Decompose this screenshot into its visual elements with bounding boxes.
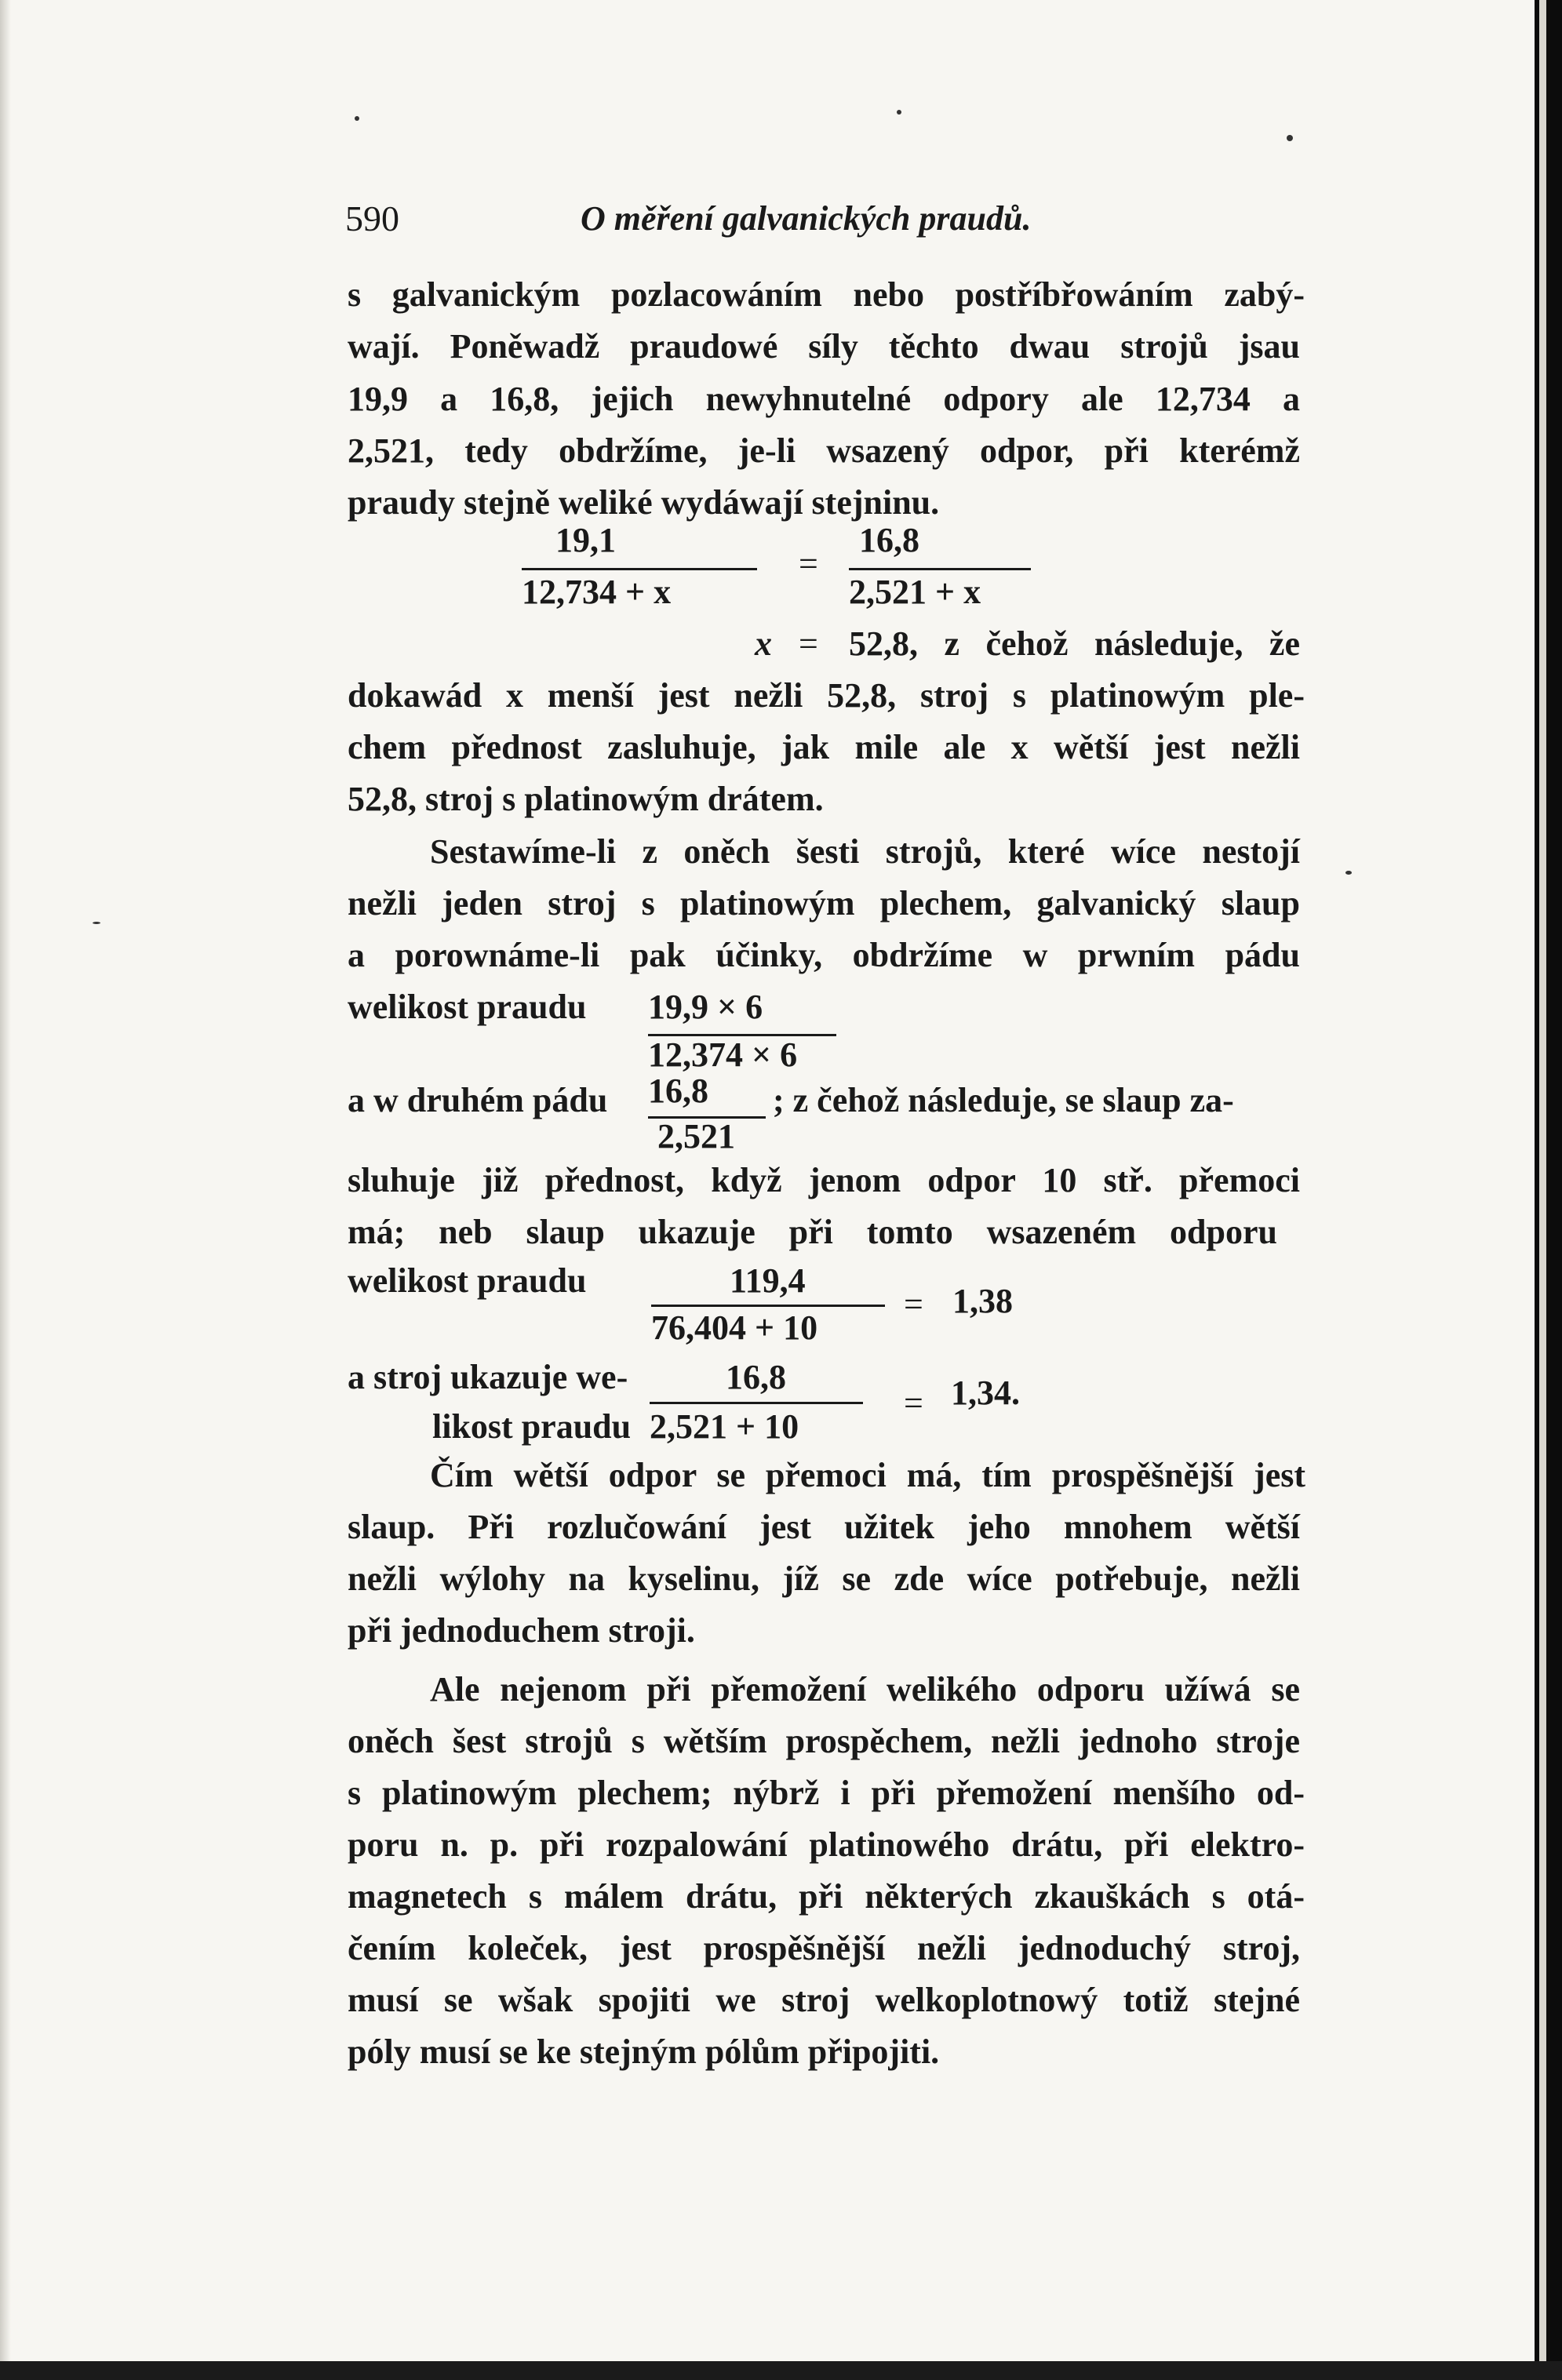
- text-line: 52,8, stroj s platinowým drátem.: [348, 780, 824, 818]
- text-line: wají. Poněwadž praudowé síly těchto dwau strojů jsau: [348, 327, 1300, 366]
- frac2-denominator: 2,521: [657, 1117, 735, 1155]
- running-title: O měření galvanických praudů.: [581, 199, 1032, 238]
- scan-right-edge-gap: [1539, 0, 1546, 2380]
- page-number: 590: [345, 198, 399, 238]
- eq2-rest: 52,8, z čehož následuje, že: [849, 624, 1300, 663]
- frac1-denominator: 12,374 × 6: [648, 1035, 798, 1074]
- frac3-equals: =: [904, 1285, 923, 1323]
- text-line: magnetech s málem drátu, při některých zkauškách s otá-: [348, 1877, 1305, 1916]
- frac4-label-line1: a stroj ukazuje we-: [348, 1358, 628, 1396]
- eq1-equals: =: [799, 544, 818, 583]
- text-line: póly musí se ke stejným pólům připojiti.: [348, 2032, 940, 2071]
- text-line: při jednoduchem stroji.: [348, 1611, 695, 1650]
- ink-speck: [1287, 135, 1293, 141]
- text-line: sluhuje již přednost, když jenom odpor 10 stř. přemoci: [348, 1161, 1300, 1199]
- ink-speck: [355, 116, 359, 121]
- ink-speck: [93, 922, 100, 924]
- text-line: s platinowým plechem; nýbrž i při přemožení menšího od-: [348, 1774, 1305, 1812]
- eq2-equals: =: [799, 624, 818, 663]
- text-line: praudy stejně weliké wydáwají stejninu.: [348, 483, 940, 522]
- text-line: slaup. Při rozlučowání jest užitek jeho mnohem wětší: [348, 1508, 1300, 1546]
- text-line: musí se wšak spojiti we stroj welkoplotnowý totiž stejné: [348, 1981, 1300, 2019]
- ink-speck: [897, 110, 901, 115]
- frac4-numerator: 16,8: [726, 1358, 786, 1396]
- scan-left-edge: [0, 0, 11, 2380]
- text-line: chem přednost zasluhuje, jak mile ale x wětší jest nežli: [348, 728, 1300, 766]
- text-line: Sestawíme-li z oněch šesti strojů, které wíce nestojí: [430, 832, 1300, 871]
- text-line: poru n. p. při rozpalowání platinowého drátu, při elektro-: [348, 1825, 1305, 1864]
- frac3-numerator: 119,4: [730, 1261, 806, 1300]
- text-line: čením koleček, jest prospěšnější nežli jednoduchý stroj,: [348, 1929, 1300, 1967]
- text-line: Ale nejenom při přemožení welikého odporu užíwá se: [430, 1670, 1300, 1709]
- frac3-denominator: 76,404 + 10: [651, 1308, 818, 1347]
- text-line: nežli jeden stroj s platinowým plechem, galvanický slaup: [348, 884, 1300, 923]
- eq2-lhs: x: [755, 624, 772, 663]
- eq1-denominator-left: 12,734 + x: [522, 573, 672, 611]
- frac1-label: welikost praudu: [348, 988, 587, 1026]
- frac2-label: a w druhém pádu: [348, 1081, 608, 1119]
- text-line: nežli wýlohy na kyselinu, jíž se zde wíce potřebuje, nežli: [348, 1559, 1300, 1598]
- frac1-numerator: 19,9 × 6: [648, 988, 763, 1026]
- eq1-numerator-right: 16,8: [859, 521, 919, 559]
- eq1-denominator-right: 2,521 + x: [849, 573, 981, 611]
- frac3-label: welikost praudu: [348, 1261, 587, 1300]
- frac3-result: 1,38: [952, 1282, 1013, 1320]
- text-line: 19,9 a 16,8, jejich newyhnutelné odpory ale 12,734 a: [348, 380, 1300, 418]
- text-line: má; neb slaup ukazuje při tomto wsazeném odporu: [348, 1213, 1277, 1251]
- eq1-numerator-left: 19,1: [555, 521, 616, 559]
- frac4-denominator: 2,521 + 10: [650, 1407, 799, 1446]
- text-line: 2,521, tedy obdržíme, je-li wsazený odpor, při kterémž: [348, 431, 1300, 470]
- frac4-equals: =: [904, 1384, 923, 1422]
- text-line: a porownáme-li pak účinky, obdržíme w prwním pádu: [348, 936, 1300, 974]
- frac2-numerator: 16,8: [648, 1072, 708, 1110]
- ink-speck: [1345, 871, 1352, 875]
- text-line: s galvanickým pozlacowáním nebo postříbřowáním zabý-: [348, 275, 1305, 314]
- frac4-label-line2: likost praudu: [432, 1407, 632, 1446]
- frac4-result: 1,34.: [951, 1374, 1020, 1412]
- scan-bottom-edge: [0, 2361, 1562, 2380]
- frac2-rest: ; z čehož následuje, se slaup za-: [773, 1081, 1234, 1119]
- text-line: Čím wětší odpor se přemoci má, tím prospěšnější jest: [430, 1456, 1305, 1494]
- text-line: dokawád x menší jest nežli 52,8, stroj s platinowým ple-: [348, 676, 1305, 715]
- text-line: oněch šest strojů s wětším prospěchem, nežli jednoho stroje: [348, 1722, 1300, 1760]
